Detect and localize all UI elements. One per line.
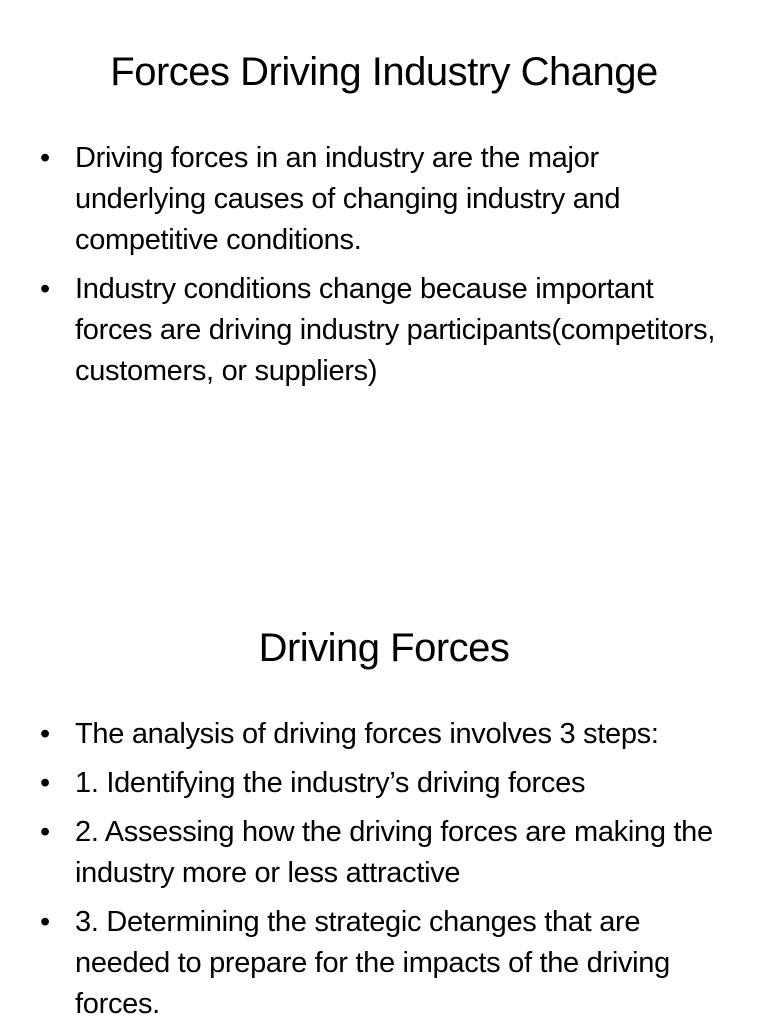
bullet-text: Industry conditions change because important forces are driving industry participants(competitors, customers, or suppliers) [75,273,716,387]
bullet-item [0,714,768,755]
slide-2 [0,512,768,1024]
bullet-text: Driving forces in an industry are the major underlying causes of changing industry and competitive conditions. [75,142,621,256]
bullet-item [0,138,768,261]
bullet-icon: • [40,142,50,174]
bullet-text: 1. Identifying the industry’s driving forces [75,767,586,799]
bullet-text: The analysis of driving forces involves 3 steps: [75,718,659,750]
bullet-icon: • [40,273,50,305]
bullet-list [0,138,768,400]
bullet-text: 2. Assessing how the driving forces are making the industry more or less attractive [75,816,713,889]
bullet-list [0,714,768,1024]
bullet-item [0,902,768,1024]
bullet-icon: • [40,767,50,799]
bullet-item [0,812,768,894]
bullet-icon: • [40,816,50,848]
slide-title: Driving Forces [258,626,510,670]
bullet-item [0,269,768,392]
slide-title: Forces Driving Industry Change [110,50,658,94]
bullet-text: 3. Determining the strategic changes that are needed to prepare for the impacts of the driving forces. [75,906,670,1020]
bullet-item [0,763,768,804]
bullet-icon: • [40,906,50,938]
bullet-icon: • [40,718,50,750]
